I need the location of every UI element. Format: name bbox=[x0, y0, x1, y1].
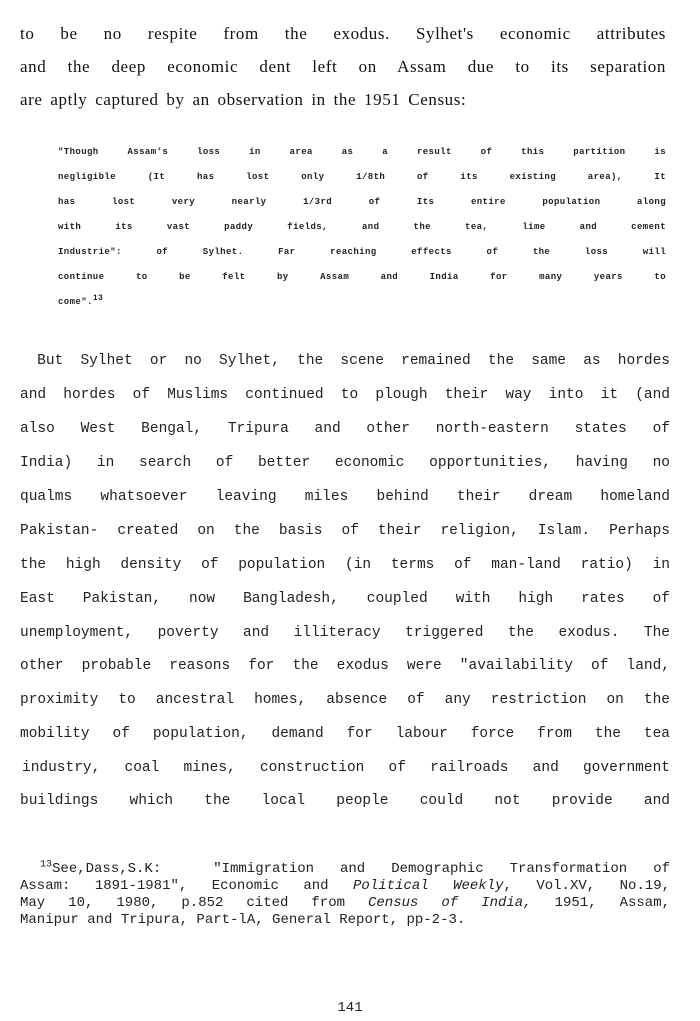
body-line: and hordes of Muslims continued to plough their way into it (and bbox=[20, 387, 670, 403]
footnote-line bbox=[20, 895, 670, 911]
body-line: buildings which the local people could not provide and bbox=[20, 793, 670, 809]
body-line: mobility of population, demand for labour force from the tea bbox=[20, 726, 670, 742]
body-line: unemployment, poverty and illiteracy triggered the exodus. The bbox=[20, 625, 670, 641]
journal-title: Political Weekly bbox=[353, 878, 504, 894]
quote-line: "Though Assam's loss in area as a result of this partition is bbox=[58, 147, 666, 157]
body-line: qualms whatsoever leaving miles behind their dream homeland bbox=[20, 489, 670, 505]
intro-line: are aptly captured by an observation in the 1951 Census: bbox=[20, 90, 467, 109]
footnote-line bbox=[20, 878, 670, 894]
body-line: also West Bengal, Tripura and other north-eastern states of bbox=[20, 421, 670, 437]
footnote-text: , Vol.XV, No.19, bbox=[503, 878, 671, 894]
intro-line: and the deep economic dent left on Assam due to its separation bbox=[20, 57, 666, 76]
footnote-text: 1951, Assam, bbox=[531, 895, 671, 911]
body-line: industry, coal mines, construction of railroads and government bbox=[22, 760, 670, 776]
quote-line: has lost very nearly 1/3rd of Its entire population along bbox=[58, 197, 666, 207]
quote-text: come". bbox=[58, 297, 93, 307]
intro-line: to be no respite from the exodus. Sylhet's economic attributes bbox=[20, 24, 666, 43]
footnote-line: Manipur and Tripura, Part-lA, General Report, pp-2-3. bbox=[20, 912, 466, 928]
body-line: proximity to ancestral homes, absence of any restriction on the bbox=[20, 692, 670, 708]
quote-line: negligible (It has lost only 1/8th of its existing area), It bbox=[58, 172, 666, 182]
footnote-text: Assam: 1891-1981", Economic and bbox=[20, 878, 354, 894]
footnote-text: See,Dass,S.K: "Immigration and Demographic Transformation of bbox=[52, 861, 670, 877]
footnote-reference: 13 bbox=[92, 294, 104, 303]
body-line: the high density of population (in terms of man-land ratio) in bbox=[20, 557, 670, 573]
footnote-line bbox=[40, 861, 670, 877]
census-title: Census of India, bbox=[368, 895, 532, 911]
quote-line: with its vast paddy fields, and the tea, lime and cement bbox=[58, 222, 666, 232]
quote-line-last bbox=[58, 294, 666, 307]
page-number: 141 bbox=[337, 1000, 363, 1016]
body-line: East Pakistan, now Bangladesh, coupled with high rates of bbox=[20, 591, 670, 607]
body-line: But Sylhet or no Sylhet, the scene remained the same as hordes bbox=[20, 353, 670, 369]
body-line: Pakistan- created on the basis of their religion, Islam. Perhaps bbox=[20, 523, 670, 539]
footnote-marker: 13 bbox=[40, 859, 53, 871]
footnote-text: May 10, 1980, p.852 cited from bbox=[20, 895, 368, 911]
body-line: other probable reasons for the exodus were "availability of land, bbox=[20, 658, 670, 674]
body-line: India) in search of better economic opportunities, having no bbox=[20, 455, 670, 471]
quote-line: continue to be felt by Assam and India for many years to bbox=[58, 272, 666, 282]
quote-line: Industrie": of Sylhet. Far reaching effects of the loss will bbox=[58, 247, 666, 257]
